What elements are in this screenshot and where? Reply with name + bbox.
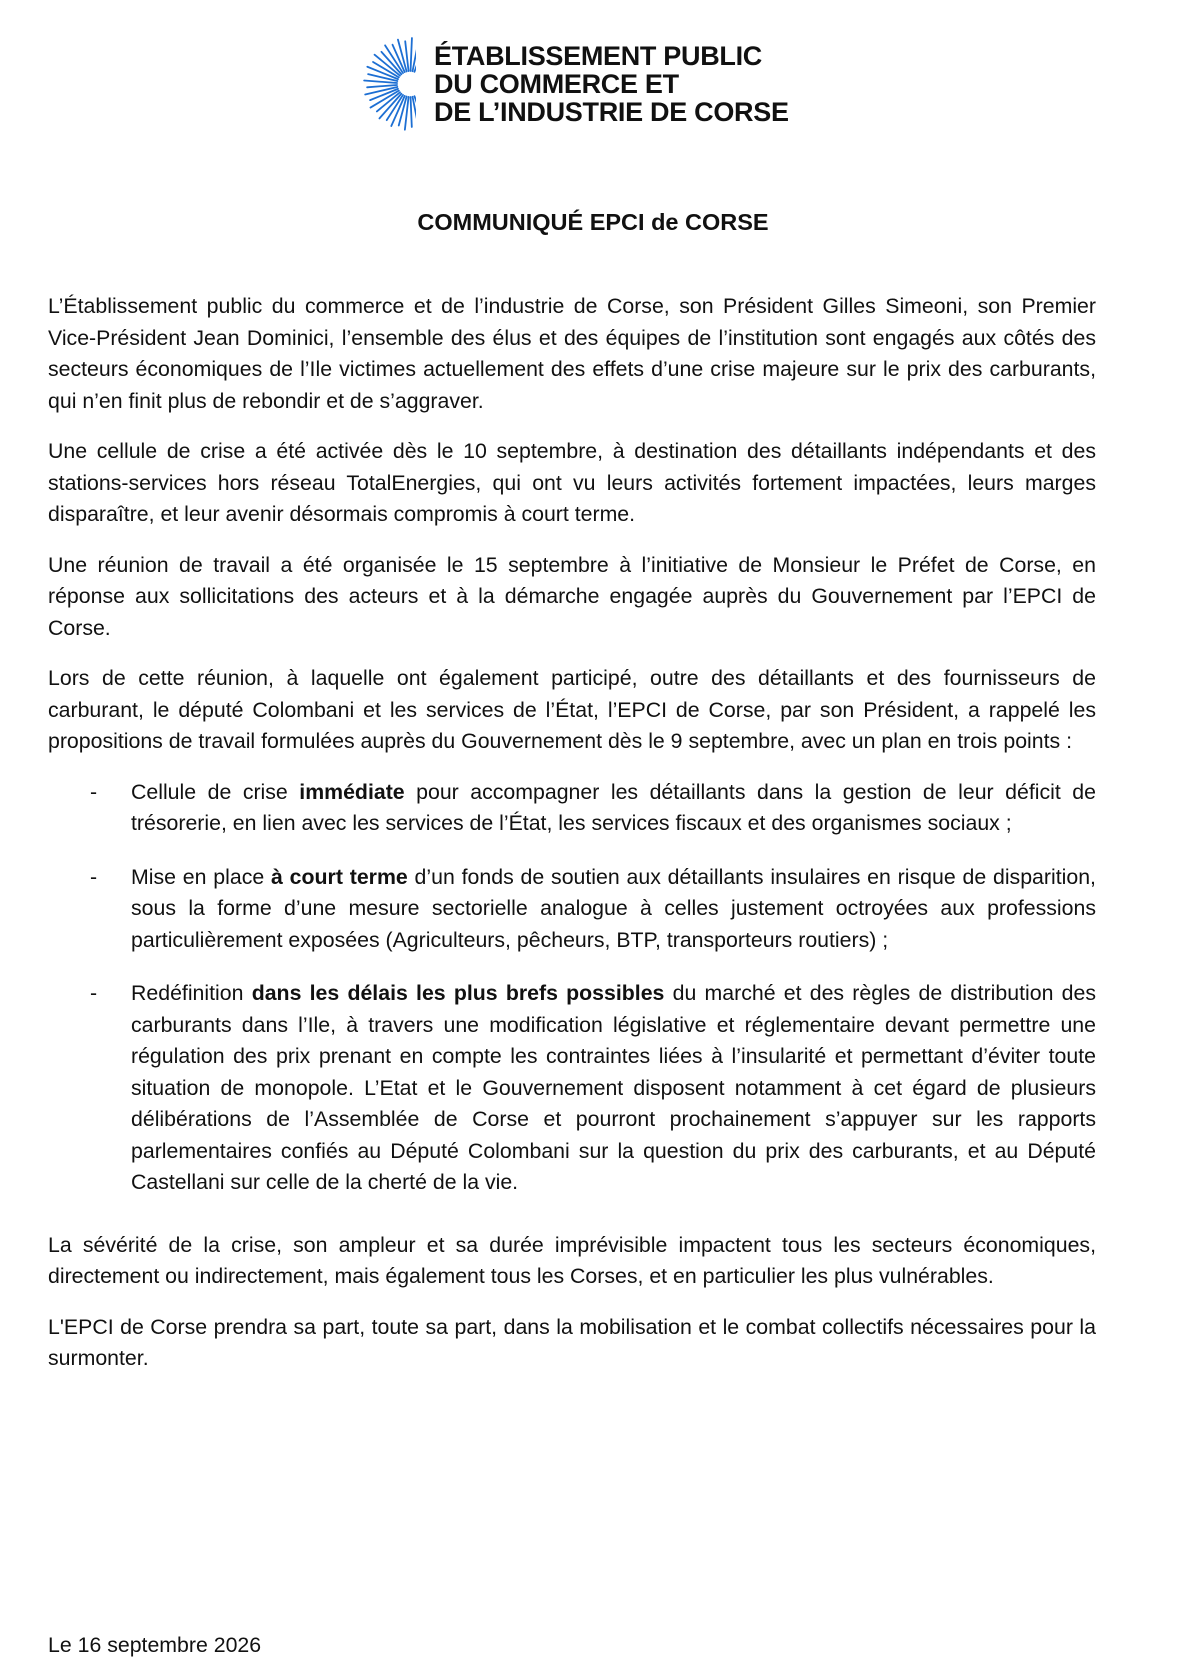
logo-ray — [411, 38, 412, 71]
paragraph-proposals: Lors de cette réunion, à laquelle ont également participé, outre des détaillants et des fournisseurs de carburant, le député Colombani et les services de l’État, l’EPCI de Corse, par son Président, a rappelé les propositions de travail formulées auprès du Gouvernement dès le 9 septembre, avec un plan en trois points : — [48, 666, 1096, 753]
document-date: Le 16 septembre 2026 — [48, 1633, 262, 1657]
logo-line-1: ÉTABLISSEMENT PUBLIC — [434, 41, 763, 71]
document-title: COMMUNIQUÉ EPCI de CORSE — [417, 209, 769, 235]
paragraph-crisis-cell: Une cellule de crise a été activée dès le 10 septembre, à destination des détaillants indépendants et des stations-services hors réseau TotalEnergies, qui ont vu leurs activités fortement impactées, leurs marges disparaître, et leur avenir désormais compromis à court terme. — [48, 439, 1096, 526]
document-body — [48, 291, 1096, 1394]
logo-ray — [364, 80, 397, 83]
list-dash: - — [90, 864, 98, 889]
list-item-text: du marché et des règles de distribution des carburants dans l’Ile, à travers une modification législative et réglementaire devant permettre une régulation des prix prenant en compte les contraintes liées à l’insularité et permettant d’éviter toute situation de monopole. L’Etat et le Gouvernement disposent notamment à cet égard de plusieurs délibérations de l’Assemblée de Corse et pourront prochainement s’appuyer sur les rapports parlementaires confiés au Député Colombani sur la question du prix des carburants, et au Député Castellani sur celle de la cherté de la vie. — [131, 981, 1096, 1194]
list-dash: - — [90, 779, 98, 804]
list-item-emphasis: immédiate — [299, 779, 405, 804]
list-item-text: Cellule de crise — [131, 779, 300, 804]
three-point-plan-list — [48, 777, 1096, 1199]
list-item-text: Redéfinition — [131, 981, 252, 1005]
paragraph-severity: La sévérité de la crise, son ampleur et sa durée imprévisible impactent tous les secteurs économiques, directement ou indirectement, mais également tous les Corses, et en particulier les plus vulnérables. — [48, 1232, 1096, 1288]
logo-wordmark — [434, 42, 789, 126]
list-item — [48, 777, 1096, 840]
list-item-emphasis: à court terme — [271, 864, 408, 889]
logo-ray — [367, 85, 397, 87]
list-item-text: d’un fonds de soutien aux détaillants insulaires en risque de disparition, sous la forme d’une mesure sectorielle analogue à celles justement octroyées aux professions particulièrement exposées (Agriculteurs, pêcheurs, BTP, transporteurs routiers) ; — [131, 864, 1096, 952]
list-item — [48, 978, 1096, 1199]
sunburst-logo-icon — [360, 34, 416, 134]
list-item-emphasis: dans les délais les plus brefs possibles — [251, 981, 665, 1005]
institution-logo — [360, 34, 789, 134]
list-dash: - — [90, 981, 98, 1005]
logo-ray — [411, 97, 412, 127]
paragraph-meeting: Une réunion de travail a été organisée le 15 septembre à l’initiative de Monsieur le Préfet de Corse, en réponse aux sollicitations des acteurs et à la démarche engagée auprès du Gouvernement par l’EPCI de Corse. — [48, 552, 1096, 640]
paragraph-commitment: L'EPCI de Corse prendra sa part, toute sa part, dans la mobilisation et le combat collectifs nécessaires pour la surmonter. — [48, 1314, 1096, 1370]
logo-line-2: DU COMMERCE ET — [434, 69, 679, 99]
paragraph-intro: L’Établissement public du commerce et de l’industrie de Corse, son Président Gilles Simeoni, son Premier Vice-Président Jean Dominici, l’ensemble des élus et des équipes de l’institution sont engagés aux côtés des secteurs économiques de l’Ile victimes actuellement des effets d’une crise majeure sur le prix des carburants, qui n’en finit plus de rebondir et de s’aggraver. — [48, 294, 1096, 413]
logo-line-3: DE L’INDUSTRIE DE CORSE — [434, 97, 789, 127]
list-item — [48, 862, 1096, 957]
list-item-text: pour accompagner les détaillants dans la gestion de leur déficit de trésorerie, en lien avec les services de l’État, les services fiscaux et des organismes sociaux ; — [131, 779, 1096, 835]
list-item-text: Mise en place — [131, 864, 272, 889]
